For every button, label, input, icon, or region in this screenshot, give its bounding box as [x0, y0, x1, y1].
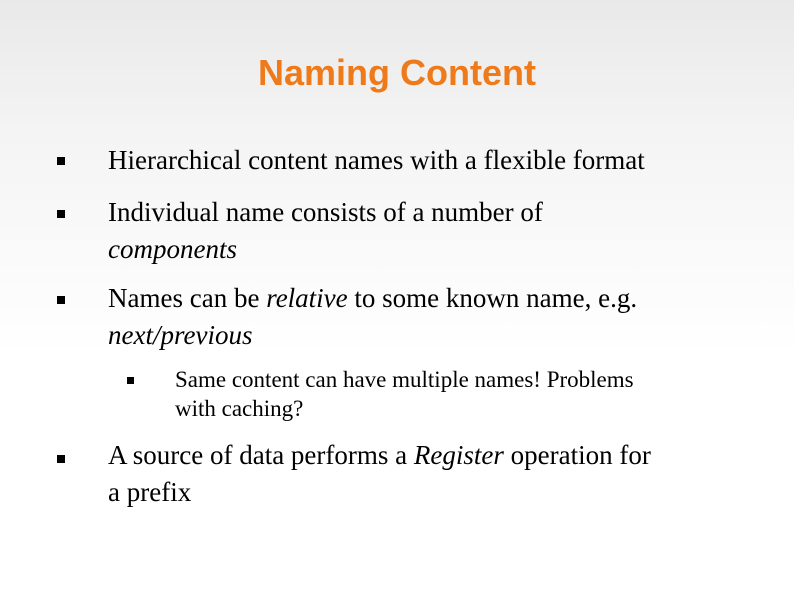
bullet-marker — [57, 157, 65, 165]
bullet-text-line: a prefix — [108, 477, 192, 507]
bullet-text-register — [108, 437, 651, 511]
bullet-text-line: Same content can have multiple names! Problems — [175, 367, 634, 392]
slide-title: Naming Content — [258, 52, 536, 93]
bullet-text-part: operation for — [503, 440, 651, 470]
bullet-text-italic: next/previous — [108, 320, 253, 350]
bullet-text-individual — [108, 194, 543, 268]
bullet-text-line: with caching? — [175, 396, 304, 421]
bullet-text-italic: components — [108, 234, 237, 264]
bullet-text-part: Names can be — [108, 283, 267, 313]
bullet-text-hierarchical — [108, 142, 645, 179]
bullet-marker — [57, 455, 65, 463]
sub-bullet-text-caching — [175, 365, 634, 423]
bullet-text-line: Hierarchical content names with a flexible format — [108, 145, 645, 175]
bullet-text-part: to some known name, e.g. — [347, 283, 638, 313]
bullet-text-relative — [108, 280, 637, 354]
bullet-marker — [57, 296, 65, 304]
bullet-text-italic: relative — [266, 283, 348, 313]
bullet-text-part: A source of data performs a — [108, 440, 414, 470]
bullet-marker — [57, 210, 65, 218]
bullet-text-line: Individual name consists of a number of — [108, 197, 543, 227]
bullet-text-italic: Register — [413, 440, 504, 470]
sub-bullet-marker — [127, 377, 134, 384]
